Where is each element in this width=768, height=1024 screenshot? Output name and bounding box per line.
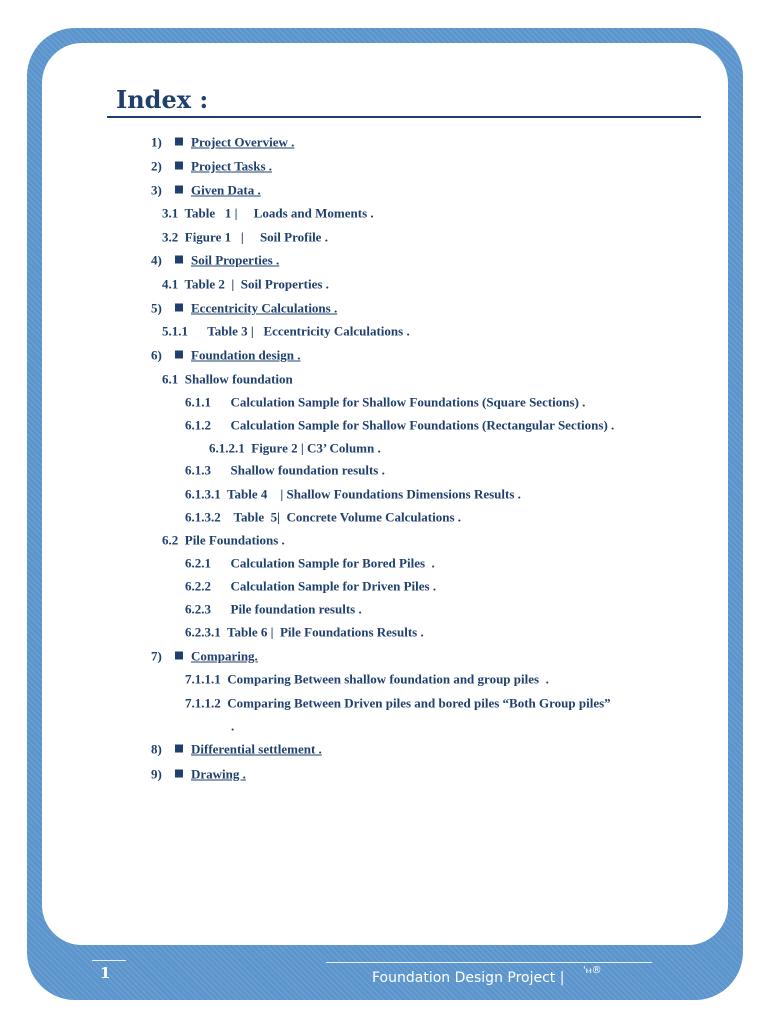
toc-entry-3-2[interactable]: 3.2 Figure 1 | Soil Profile . bbox=[162, 229, 328, 245]
toc-entry-3-1[interactable]: 3.1 Table 1 | Loads and Moments . bbox=[162, 205, 374, 221]
toc-entry-6-2-1[interactable]: 6.2.1 Calculation Sample for Bored Piles . bbox=[185, 555, 435, 571]
toc-entry-7-1-1-2-continuation: . bbox=[231, 718, 235, 734]
toc-link-comparing[interactable]: Comparing. bbox=[191, 648, 258, 664]
toc-entry-6-2-3-1[interactable]: 6.2.3.1 Table 6 | Pile Foundations Results . bbox=[185, 624, 424, 640]
toc-number: 2) bbox=[151, 158, 162, 174]
toc-entry-3[interactable] bbox=[138, 171, 261, 210]
title-underline bbox=[107, 116, 701, 118]
toc-link-drawing[interactable]: Drawing . bbox=[191, 766, 246, 782]
toc-entry-6-1-3[interactable]: 6.1.3 Shallow foundation results . bbox=[185, 462, 385, 478]
toc-link-foundation-design[interactable]: Foundation design . bbox=[191, 347, 301, 363]
square-bullet-icon bbox=[175, 304, 183, 312]
toc-entry-6-1-2[interactable]: 6.1.2 Calculation Sample for Shallow Foundations (Rectangular Sections) . bbox=[185, 417, 615, 433]
toc-entry-6-2-3[interactable]: 6.2.3 Pile foundation results . bbox=[185, 601, 362, 617]
toc-entry-6-2-2[interactable]: 6.2.2 Calculation Sample for Driven Piles . bbox=[185, 578, 437, 594]
toc-number: 7) bbox=[151, 648, 162, 664]
square-bullet-icon bbox=[175, 652, 183, 660]
square-bullet-icon bbox=[175, 186, 183, 194]
page-number: 1 bbox=[100, 964, 111, 982]
toc-number: 3) bbox=[151, 182, 162, 198]
square-bullet-icon bbox=[175, 745, 183, 753]
toc-entry-6-1-3-2[interactable]: 6.1.3.2 Table 5| Concrete Volume Calculations . bbox=[185, 509, 462, 525]
toc-number: 1) bbox=[151, 134, 162, 150]
toc-entry-5-1-1[interactable]: 5.1.1 Table 3 | Eccentricity Calculations . bbox=[162, 323, 410, 339]
toc-number: 9) bbox=[151, 766, 162, 782]
square-bullet-icon bbox=[175, 770, 183, 778]
toc-entry-5[interactable] bbox=[138, 289, 337, 328]
toc-entry-6-1[interactable]: 6.1 Shallow foundation bbox=[162, 371, 293, 387]
footer-page-rule bbox=[92, 960, 126, 961]
toc-link-differential-settlement[interactable]: Differential settlement . bbox=[191, 741, 322, 757]
toc-entry-6-2[interactable]: 6.2 Pile Foundations . bbox=[162, 532, 285, 548]
toc-link-soil-properties[interactable]: Soil Properties . bbox=[191, 252, 280, 268]
toc-entry-7-1-1-2[interactable]: 7.1.1.2 Comparing Between Driven piles and bored piles “Both Group piles” bbox=[185, 695, 611, 711]
square-bullet-icon bbox=[175, 351, 183, 359]
toc-entry-6-1-2-1[interactable]: 6.1.2.1 Figure 2 | C3’ Column . bbox=[209, 440, 381, 456]
toc-number: 5) bbox=[151, 300, 162, 316]
toc-number: 6) bbox=[151, 347, 162, 363]
toc-link-given-data[interactable]: Given Data . bbox=[191, 182, 261, 198]
toc-entry-6[interactable] bbox=[138, 336, 300, 375]
toc-link-eccentricity-calculations[interactable]: Eccentricity Calculations . bbox=[191, 300, 338, 316]
toc-number: 4) bbox=[151, 252, 162, 268]
toc-entry-4-1[interactable]: 4.1 Table 2 | Soil Properties . bbox=[162, 276, 329, 292]
square-bullet-icon bbox=[175, 162, 183, 170]
square-bullet-icon bbox=[175, 256, 183, 264]
toc-entry-6-1-1[interactable]: 6.1.1 Calculation Sample for Shallow Foundations (Square Sections) . bbox=[185, 394, 586, 410]
footer-title-rule bbox=[326, 962, 652, 963]
index-title: Index : bbox=[116, 85, 209, 114]
footer-title: Foundation Design Project | bbox=[372, 970, 569, 986]
toc-entry-7-1-1-1[interactable]: 7.1.1.1 Comparing Between shallow foundation and group piles . bbox=[185, 671, 549, 687]
toc-number: 8) bbox=[151, 741, 162, 757]
square-bullet-icon bbox=[175, 138, 183, 146]
toc-entry-7[interactable] bbox=[138, 637, 258, 676]
toc-entry-9[interactable] bbox=[138, 755, 246, 794]
toc-link-project-overview[interactable]: Project Overview . bbox=[191, 134, 295, 150]
toc-entry-4[interactable] bbox=[138, 241, 279, 280]
author-logo: 'ⲙ® bbox=[583, 965, 602, 976]
toc-entry-6-1-3-1[interactable]: 6.1.3.1 Table 4 | Shallow Foundations Dimensions Results . bbox=[185, 486, 521, 502]
toc-link-project-tasks[interactable]: Project Tasks . bbox=[191, 158, 273, 174]
